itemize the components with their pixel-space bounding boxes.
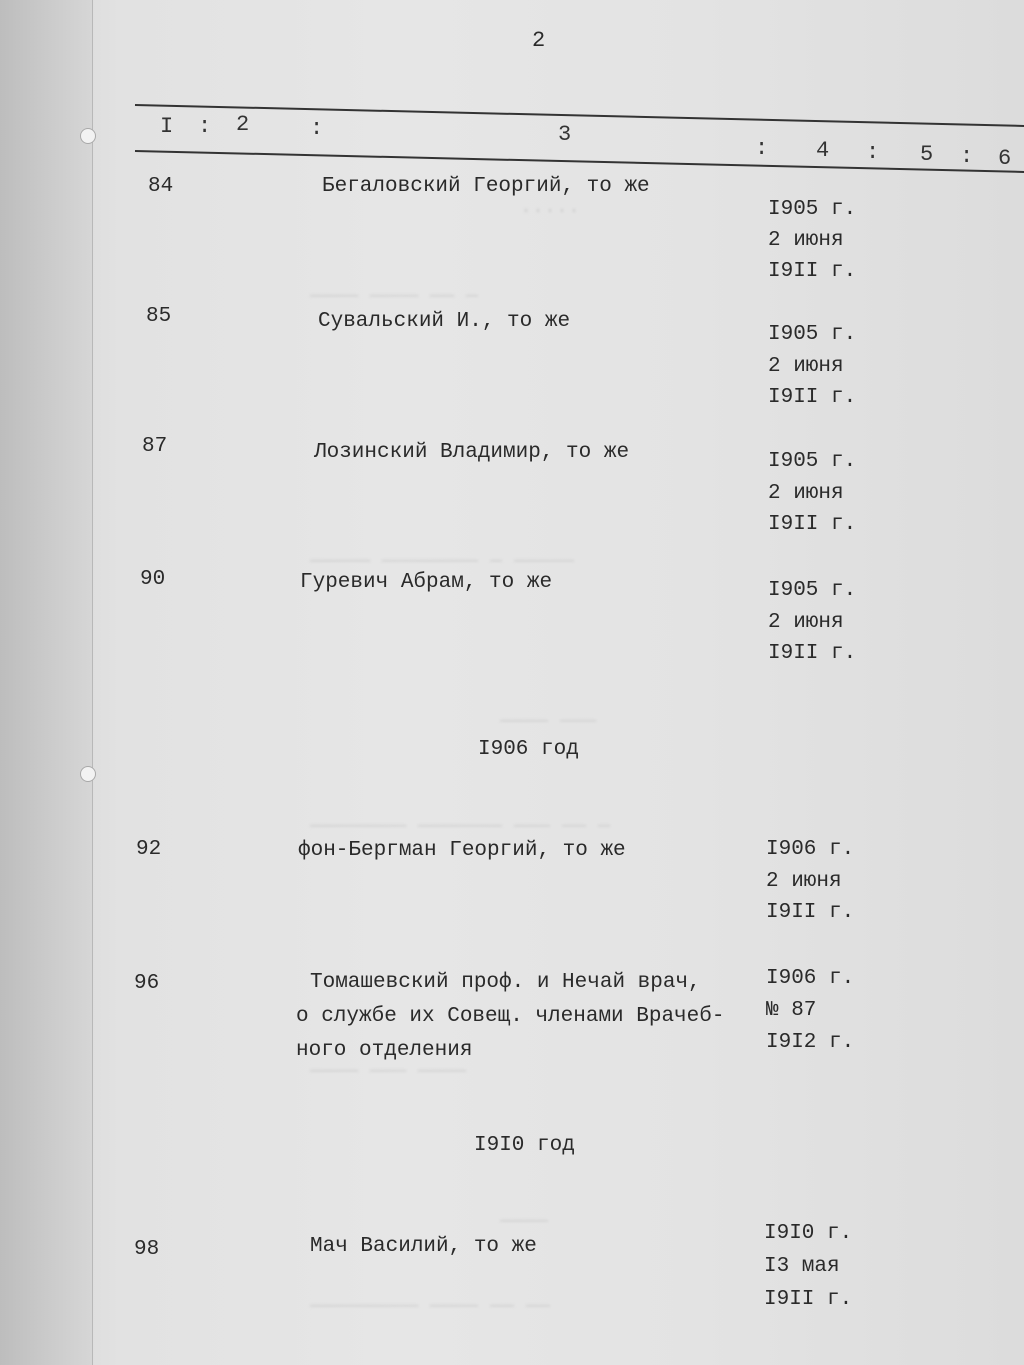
column-1-label: I: [160, 114, 174, 139]
column-5-label: 5: [920, 142, 934, 167]
row-date-line: 2 июня: [768, 611, 844, 634]
column-separator: :: [866, 140, 880, 165]
column-2-label: 2: [236, 112, 250, 137]
page-number: 2: [532, 28, 546, 53]
bleed-through-text: ———— ——— ————: [310, 1060, 467, 1083]
row-number: 87: [142, 435, 168, 458]
year-heading: I906 год: [478, 738, 579, 761]
bleed-through-text: ————————— ———— —— ——: [310, 1295, 551, 1318]
bleed-through-text: ———— ———: [500, 710, 597, 733]
bleed-through-text: ———————— ——————— ——— —— —: [310, 815, 611, 838]
row-date-line: 2 июня: [768, 482, 844, 505]
column-separator: :: [310, 116, 324, 141]
column-separator: :: [755, 136, 769, 161]
row-name: Гуревич Абрам, то же: [300, 571, 553, 594]
column-separator: :: [960, 144, 974, 169]
row-date-line: I9II г.: [764, 1288, 853, 1311]
row-date-line: I905 г.: [768, 450, 857, 473]
row-date-line: I9I0 г.: [764, 1222, 853, 1245]
row-name: Лозинский Владимир, то же: [314, 441, 630, 464]
column-3-label: 3: [558, 122, 572, 147]
row-date-line: I905 г.: [768, 579, 857, 602]
row-date-line: 2 июня: [768, 355, 844, 378]
year-heading: I9I0 год: [474, 1134, 575, 1157]
header-top-rule: [135, 104, 1024, 127]
row-name-line: о службе их Совещ. членами Врачеб-: [296, 1005, 725, 1028]
row-date-line: I9II г.: [768, 642, 857, 665]
row-name: Мач Василий, то же: [310, 1235, 537, 1258]
row-name-line: Томашевский проф. и Нечай врач,: [310, 971, 701, 994]
row-name: Бегаловский Георгий, то же: [322, 175, 650, 198]
row-name-line: ного отделения: [296, 1039, 473, 1062]
row-date-line: № 87: [766, 999, 817, 1022]
row-date-line: I9II г.: [766, 901, 855, 924]
column-6-label: 6: [998, 146, 1012, 171]
row-date-line: 2 июня: [766, 870, 842, 893]
row-date-line: I9II г.: [768, 260, 857, 283]
row-date-line: I9II г.: [768, 513, 857, 536]
column-4-label: 4: [816, 138, 830, 163]
row-date-line: I905 г.: [768, 198, 857, 221]
binding-hole: [80, 766, 96, 782]
bleed-through-text: ————— ———————— — —————: [310, 550, 575, 573]
row-date-line: I9II г.: [768, 386, 857, 409]
row-date-line: I9I2 г.: [766, 1031, 855, 1054]
previous-page-edge: [0, 0, 93, 1365]
row-number: 84: [148, 175, 174, 198]
row-number: 98: [134, 1238, 160, 1261]
row-number: 96: [134, 972, 160, 995]
binding-hole: [80, 128, 96, 144]
row-date-line: 2 июня: [768, 229, 844, 252]
bleed-through-text: ————: [500, 1210, 549, 1233]
row-name: фон-Бергман Георгий, то же: [298, 839, 626, 862]
column-separator: :: [198, 114, 212, 139]
row-number: 85: [146, 305, 172, 328]
row-date-line: I3 мая: [764, 1255, 840, 1278]
row-number: 90: [140, 568, 166, 591]
row-number: 92: [136, 838, 162, 861]
row-date-line: I906 г.: [766, 838, 855, 861]
bleed-through-text: ·····: [520, 200, 581, 223]
row-date-line: I906 г.: [766, 967, 855, 990]
row-date-line: I905 г.: [768, 323, 857, 346]
row-name: Сувальский И., то же: [318, 310, 571, 333]
bleed-through-text: ———— ———— —— —: [310, 285, 479, 308]
